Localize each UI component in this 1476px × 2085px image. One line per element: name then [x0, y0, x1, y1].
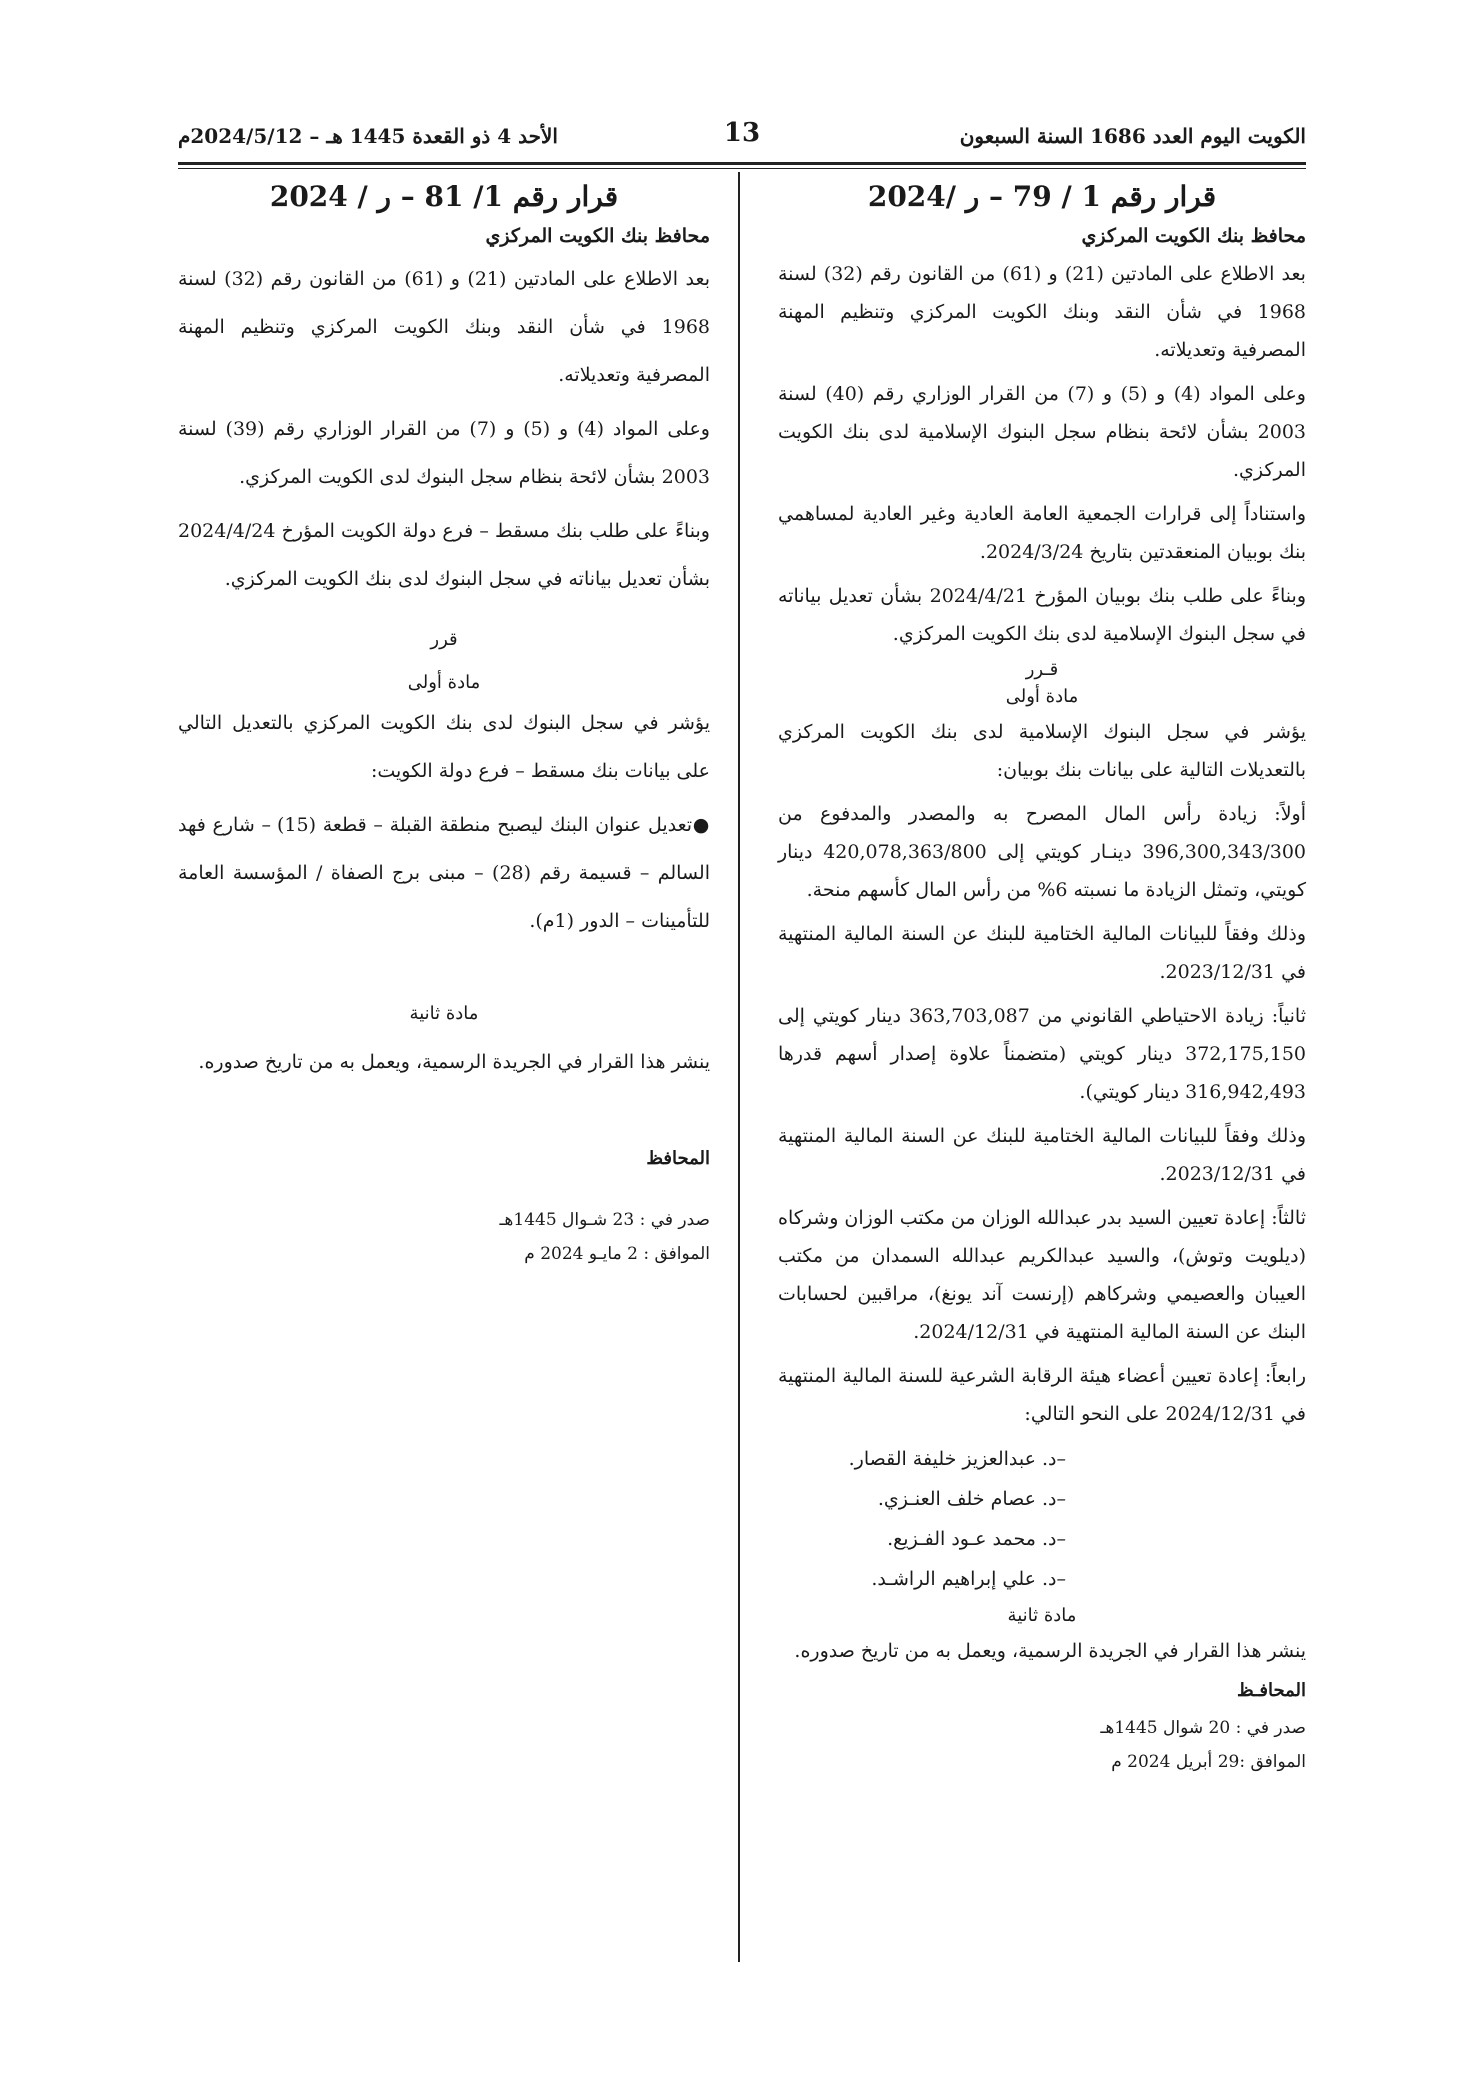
preamble-request: وبناءً على طلب بنك مسقط – فرع دولة الكويت المؤرخ 2024/4/24 بشأن تعديل بياناته في سجل البنوك لدى بنك الكويت المركزي. — [178, 520, 710, 590]
item-first-note: وذلك وفقاً للبيانات المالية الختامية للبنك عن السنة المالية المنتهية في 2023/12/31. — [778, 923, 1306, 983]
page-header — [178, 112, 1306, 156]
issue-date: الأحد 4 ذو القعدة 1445 هـ – 2024/5/12م — [178, 124, 558, 148]
decision-81-column — [178, 180, 710, 1271]
preamble-articles: وعلى المواد (4) و (5) و (7) من القرار الوزاري رقم (39) لسنة 2003 بشأن لائحة بنظام سجل البنوك لدى الكويت المركزي. — [178, 418, 710, 488]
issue-date-gregorian: الموافق :29 أبريل 2024 م — [1111, 1752, 1306, 1772]
preamble-law: بعد الاطلاع على المادتين (21) و (61) من القانون رقم (32) لسنة 1968 في شأن النقد وبنك الكويت المركزي وتنظيم المهنة المصرفية وتعديلاته. — [178, 268, 710, 386]
preamble-assembly: واستناداً إلى قرارات الجمعية العامة العادية وغير العادية لمساهمي بنك بوبيان المنعقدتين بتاريخ 2024/3/24. — [778, 503, 1306, 563]
governor-signature: المحافظ — [646, 1148, 710, 1169]
sharia-board-list — [778, 1439, 1306, 1599]
article-one-text: يؤشر في سجل البنوك الإسلامية لدى بنك الكويت المركزي بالتعديلات التالية على بيانات بنك بوبيان: — [778, 721, 1306, 781]
column-divider — [738, 172, 740, 1962]
decided-heading: قرر — [430, 629, 458, 650]
issue-date-gregorian: الموافق : 2 مايـو 2024 م — [524, 1244, 710, 1264]
item-third: ثالثاً: إعادة تعيين السيد بدر عبدالله الوزان من مكتب الوزان وشركاه (ديلويت وتوش)، والسيد عبدالكريم عبدالله السمدان من مكتب العيبان والعصيمي وشركاهم (إرنست آند يونغ)، مراقبين لحسابات البنك عن السنة المالية المنتهية في 2024/12/31. — [778, 1207, 1306, 1343]
issuer-line: محافظ بنك الكويت المركزي — [1081, 225, 1306, 247]
governor-signature: المحافـظ — [1237, 1680, 1306, 1701]
issuer-line: محافظ بنك الكويت المركزي — [485, 225, 710, 247]
issue-date-hijri: صدر في : 23 شـوال 1445هـ — [499, 1210, 710, 1230]
header-rule-thin — [178, 168, 1306, 169]
header-rule-thick — [178, 162, 1306, 165]
address-amendment: ●تعديل عنوان البنك ليصبح منطقة القبلة – قطعة (15) – شارع فهد السالم – قسيمة رقم (28) – مبنى برج الصفاة / المؤسسة العامة للتأمينات – الدور (1م). — [178, 814, 711, 932]
gazette-issue-info: الكويت اليوم العدد 1686 السنة السبعون — [959, 124, 1306, 148]
article-two-text: ينشر هذا القرار في الجريدة الرسمية، ويعمل به من تاريخ صدوره. — [794, 1640, 1306, 1662]
item-fourth: رابعاً: إعادة تعيين أعضاء هيئة الرقابة الشرعية للسنة المالية المنتهية في 2024/12/31 على النحو التالي: — [778, 1365, 1306, 1425]
decision-79-title: قرار رقم 1 / 79 – ر /2024 — [867, 180, 1217, 213]
item-second-note: وذلك وفقاً للبيانات المالية الختامية للبنك عن السنة المالية المنتهية في 2023/12/31. — [778, 1125, 1306, 1185]
article-two-text: ينشر هذا القرار في الجريدة الرسمية، ويعمل به من تاريخ صدوره. — [198, 1051, 710, 1073]
page-number: 13 — [723, 118, 761, 148]
list-item: –د. عبدالعزيز خليفة القصار. — [848, 1448, 1066, 1470]
article-two-heading: مادة ثانية — [1007, 1605, 1077, 1626]
article-one-heading: مادة أولى — [407, 672, 481, 693]
list-item: –د. عصام خلف العنـزي. — [877, 1488, 1066, 1510]
article-one-heading: مادة أولى — [1005, 686, 1079, 707]
list-item: –د. محمد عـود الفـزيع. — [887, 1528, 1066, 1550]
decision-79-column — [778, 180, 1306, 1779]
item-second: ثانياً: زيادة الاحتياطي القانوني من 363,703,087 دينار كويتي إلى 372,175,150 دينار كويتي (متضمناً علاوة إصدار أسهم قدرها 316,942,493 دينار كويتي). — [778, 1005, 1306, 1103]
list-item: –د. علي إبراهيم الراشـد. — [871, 1568, 1066, 1590]
preamble-articles: وعلى المواد (4) و (5) و (7) من القرار الوزاري رقم (40) لسنة 2003 بشأن لائحة بنظام سجل البنوك الإسلامية لدى بنك الكويت المركزي. — [778, 383, 1306, 481]
issue-date-hijri: صدر في : 20 شوال 1445هـ — [1100, 1718, 1306, 1738]
article-one-text: يؤشر في سجل البنوك لدى بنك الكويت المركزي بالتعديل التالي على بيانات بنك مسقط – فرع دولة الكويت: — [178, 712, 710, 782]
decided-heading: قـرر — [1025, 659, 1059, 680]
article-two-heading: مادة ثانية — [409, 1003, 479, 1024]
preamble-request: وبناءً على طلب بنك بوبيان المؤرخ 2024/4/21 بشأن تعديل بياناته في سجل البنوك الإسلامية لدى بنك الكويت المركزي. — [778, 585, 1306, 645]
decision-81-title: قرار رقم 1/ 81 – ر / 2024 — [269, 180, 619, 213]
preamble-law: بعد الاطلاع على المادتين (21) و (61) من القانون رقم (32) لسنة 1968 في شأن النقد وبنك الكويت المركزي وتنظيم المهنة المصرفية وتعديلاته. — [778, 263, 1306, 361]
item-first: أولاً: زيادة رأس المال المصرح به والمصدر والمدفوع من 396,300,343/300 دينـار كويتي إلى 420,078,363/800 دينار كويتي، وتمثل الزيادة ما نسبته 6% من رأس المال كأسهم منحة. — [778, 803, 1306, 901]
